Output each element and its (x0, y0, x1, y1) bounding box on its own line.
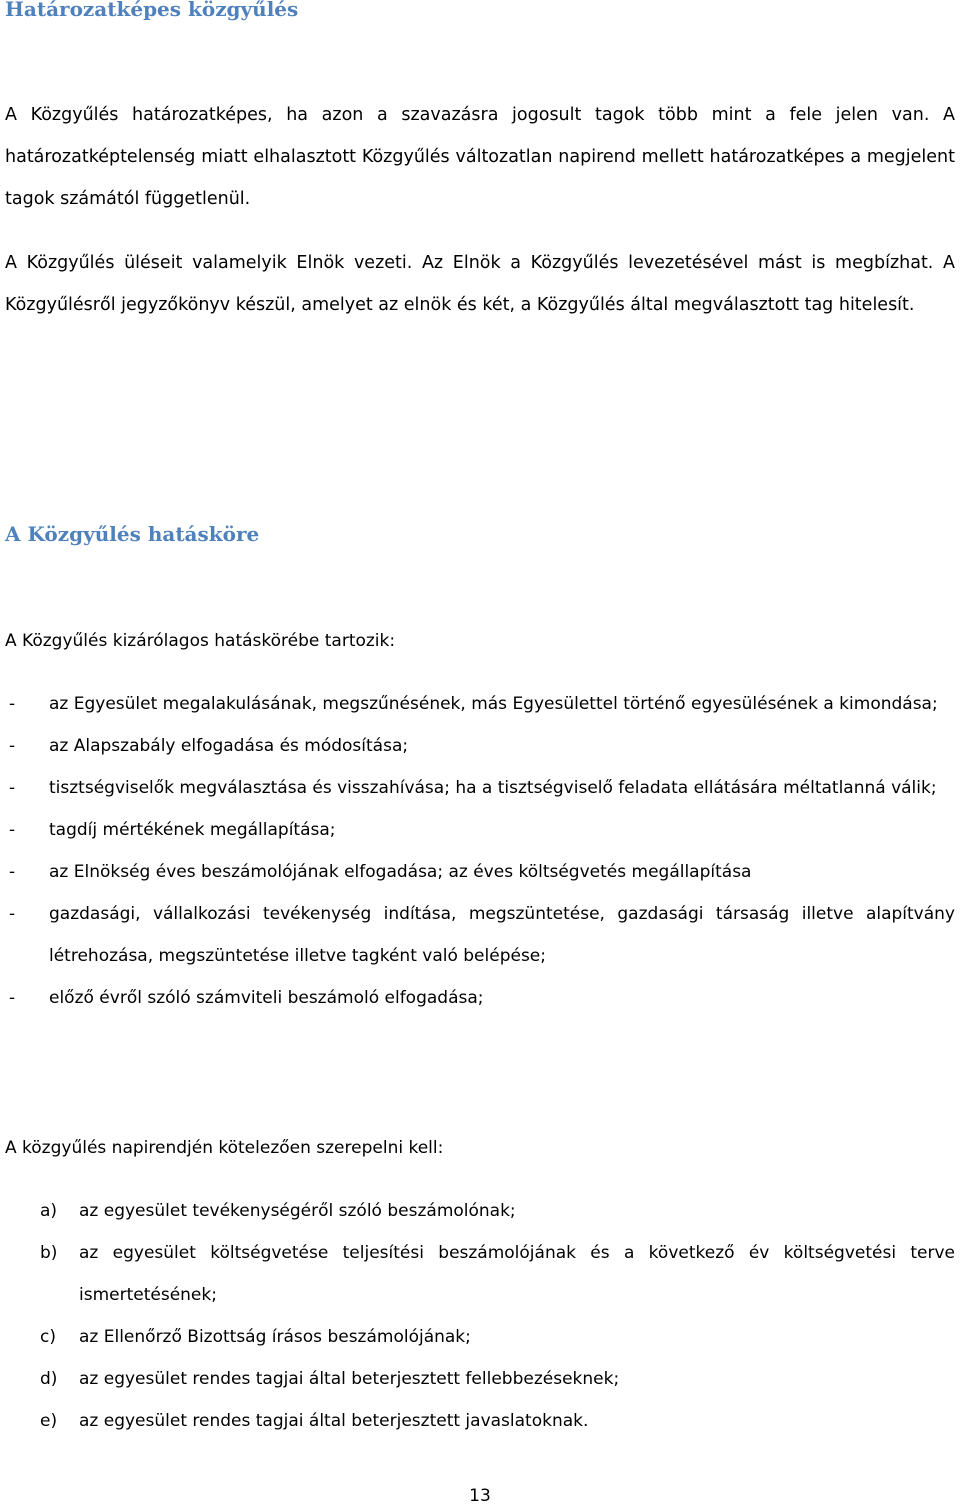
list-item (40, 1232, 955, 1316)
list-marker: - (9, 736, 16, 756)
list-item (5, 809, 955, 851)
exclusive-powers-list (5, 683, 955, 1019)
list-item-text: gazdasági, vállalkozási tevékenység indítása, megszüntetése, gazdasági társaság illetve alapítvány létrehozása, megszüntetése illetve tagként való belépése; (49, 904, 955, 966)
powers-intro: A Közgyűlés kizárólagos hatáskörébe tartozik: (5, 631, 396, 651)
list-item (5, 725, 955, 767)
list-marker: - (9, 988, 16, 1008)
section-heading-quorum: Határozatképes közgyűlés (5, 0, 299, 21)
list-item (5, 977, 955, 1019)
list-marker: d) (40, 1369, 58, 1389)
section-heading-powers: A Közgyűlés hatásköre (5, 522, 260, 546)
list-marker: - (9, 904, 16, 924)
list-item (40, 1358, 955, 1400)
list-item-text: előző évről szóló számviteli beszámoló elfogadása; (49, 988, 484, 1008)
list-item (5, 767, 955, 809)
list-marker: c) (40, 1327, 56, 1347)
chair-paragraph: A Közgyűlés üléseit valamelyik Elnök vezeti. Az Elnök a Közgyűlés levezetésével mást is megbízhat. A Közgyűlésről jegyzőkönyv készül, amelyet az elnök és két, a Közgyűlés által megválasztott tag hitelesít. (5, 253, 955, 315)
list-item (40, 1316, 955, 1358)
list-item-text: az egyesület rendes tagjai által beterjesztett fellebbezéseknek; (79, 1369, 620, 1389)
list-marker: - (9, 820, 16, 840)
list-item (5, 893, 955, 977)
list-item-text: az egyesület tevékenységéről szóló beszámolónak; (79, 1201, 516, 1221)
list-marker: - (9, 694, 16, 714)
list-marker: e) (40, 1411, 58, 1431)
quorum-paragraph: A Közgyűlés határozatképes, ha azon a szavazásra jogosult tagok több mint a fele jelen van. A határozatképtelenség miatt elhalasztott Közgyűlés változatlan napirend mellett határozatképes a megjelent tagok számától függetlenül. (5, 105, 955, 209)
list-marker: a) (40, 1201, 58, 1221)
list-marker: - (9, 778, 16, 798)
list-item-text: az Egyesület megalakulásának, megszűnésének, más Egyesülettel történő egyesülésének a kimondása; (49, 694, 938, 714)
page-number: 13 (469, 1486, 491, 1506)
list-item-text: az Alapszabály elfogadása és módosítása; (49, 736, 409, 756)
list-item (40, 1400, 955, 1442)
list-item-text: az egyesület költségvetése teljesítési beszámolójának és a következő év költségvetési terve ismertetésének; (79, 1243, 955, 1305)
list-item (5, 683, 955, 725)
agenda-items-list (40, 1190, 955, 1442)
list-item-text: tagdíj mértékének megállapítása; (49, 820, 336, 840)
list-item-text: tisztségviselők megválasztása és visszahívása; ha a tisztségviselő feladata ellátására méltatlanná válik; (49, 778, 937, 798)
list-item-text: az Elnökség éves beszámolójának elfogadása; az éves költségvetés megállapítása (49, 862, 752, 882)
list-item (40, 1190, 955, 1232)
list-item-text: az egyesület rendes tagjai által beterjesztett javaslatoknak. (79, 1411, 589, 1431)
list-item-text: az Ellenőrző Bizottság írásos beszámolójának; (79, 1327, 471, 1347)
list-marker: - (9, 862, 16, 882)
agenda-intro: A közgyűlés napirendjén kötelezően szerepelni kell: (5, 1138, 444, 1158)
list-item (5, 851, 955, 893)
list-marker: b) (40, 1243, 58, 1263)
